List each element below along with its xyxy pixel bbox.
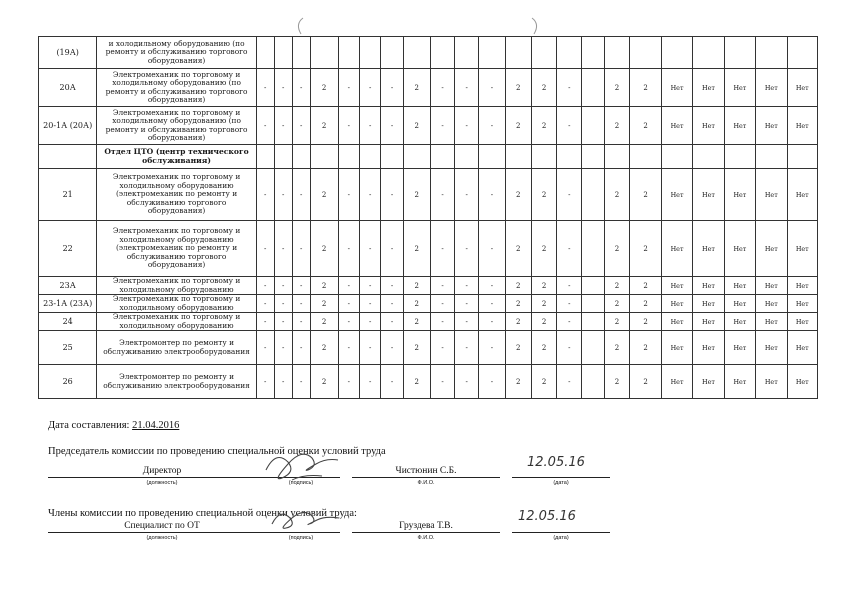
- value-cell: -: [430, 365, 455, 399]
- value-cell: -: [557, 331, 582, 365]
- table-row: [39, 331, 818, 365]
- value-cell: -: [256, 313, 274, 331]
- member-position: Специалист по ОТ: [48, 520, 276, 533]
- value-cell: [531, 37, 557, 69]
- value-cell: 2: [505, 277, 531, 295]
- value-cell: -: [292, 331, 310, 365]
- value-cell: [582, 365, 604, 399]
- value-cell: [557, 145, 582, 169]
- value-cell: -: [381, 221, 403, 277]
- punch-hole-marks: [0, 0, 848, 36]
- chairman-title: Председатель комиссии по проведению специальной оценки условий труда: [48, 446, 386, 457]
- value-cell: 2: [505, 295, 531, 313]
- table-row: [39, 221, 818, 277]
- value-cell: [604, 145, 630, 169]
- value-cell: 2: [531, 221, 557, 277]
- value-cell: -: [292, 365, 310, 399]
- row-number-cell: 20А: [39, 69, 97, 107]
- value-cell: -: [359, 295, 380, 313]
- value-cell: -: [478, 331, 505, 365]
- value-cell: 2: [630, 169, 661, 221]
- value-cell: Нет: [756, 277, 787, 295]
- value-cell: 2: [531, 107, 557, 145]
- position-cell: Электромеханик по торговому и холодильному оборудованию (электромеханик по ремонту и обслуживанию торгового оборудования): [97, 169, 256, 221]
- value-cell: 2: [403, 107, 430, 145]
- value-cell: 2: [604, 331, 630, 365]
- value-cell: -: [274, 277, 292, 295]
- value-cell: 2: [531, 365, 557, 399]
- value-cell: -: [381, 313, 403, 331]
- value-cell: -: [381, 295, 403, 313]
- value-cell: Нет: [787, 331, 817, 365]
- value-cell: 2: [310, 107, 338, 145]
- value-cell: -: [455, 221, 479, 277]
- position-cell: Электромеханик по торговому и холодильному оборудованию (по ремонту и обслуживанию торгового оборудования): [97, 107, 256, 145]
- table-row: [39, 37, 818, 69]
- value-cell: 2: [403, 313, 430, 331]
- chairman-caption-position: (должность): [146, 480, 178, 486]
- value-cell: -: [455, 169, 479, 221]
- chairman-name: Чистюнин С.Б.: [352, 465, 500, 478]
- value-cell: Нет: [787, 69, 817, 107]
- row-number-cell: 22: [39, 221, 97, 277]
- value-cell: [582, 313, 604, 331]
- value-cell: Нет: [724, 331, 755, 365]
- value-cell: Нет: [787, 295, 817, 313]
- value-cell: -: [430, 169, 455, 221]
- row-number-cell: [39, 145, 97, 169]
- value-cell: [478, 37, 505, 69]
- member-caption-date: (дата): [553, 535, 569, 541]
- value-cell: -: [338, 313, 359, 331]
- table-row: [39, 277, 818, 295]
- value-cell: Нет: [756, 69, 787, 107]
- value-cell: -: [557, 313, 582, 331]
- value-cell: Нет: [756, 313, 787, 331]
- value-cell: -: [338, 331, 359, 365]
- value-cell: Нет: [787, 277, 817, 295]
- chairman-date-handwritten: 12.05.16: [527, 455, 585, 470]
- value-cell: [505, 37, 531, 69]
- value-cell: Нет: [661, 277, 692, 295]
- table-row: [39, 107, 818, 145]
- value-cell: Нет: [693, 295, 724, 313]
- value-cell: 2: [403, 221, 430, 277]
- chairman-caption-date: (дата): [553, 480, 569, 486]
- position-cell: Электромеханик по торговому и холодильному оборудованию (по ремонту и обслуживанию торгового оборудования): [97, 69, 256, 107]
- value-cell: Нет: [724, 221, 755, 277]
- value-cell: [724, 37, 755, 69]
- value-cell: Нет: [756, 365, 787, 399]
- value-cell: 2: [505, 313, 531, 331]
- value-cell: -: [274, 221, 292, 277]
- row-number-cell: 20-1А (20А): [39, 107, 97, 145]
- chairman-caption-signature: (подпись): [288, 480, 314, 486]
- value-cell: Нет: [661, 331, 692, 365]
- value-cell: -: [381, 107, 403, 145]
- value-cell: -: [292, 169, 310, 221]
- value-cell: Нет: [724, 295, 755, 313]
- value-cell: 2: [403, 69, 430, 107]
- value-cell: [787, 37, 817, 69]
- value-cell: 2: [505, 221, 531, 277]
- value-cell: 2: [630, 331, 661, 365]
- row-number-cell: 23-1А (23А): [39, 295, 97, 313]
- value-cell: [359, 37, 380, 69]
- value-cell: -: [338, 169, 359, 221]
- value-cell: 2: [604, 365, 630, 399]
- value-cell: -: [292, 69, 310, 107]
- value-cell: 2: [531, 295, 557, 313]
- value-cell: -: [338, 221, 359, 277]
- value-cell: Нет: [693, 169, 724, 221]
- value-cell: 2: [505, 107, 531, 145]
- value-cell: -: [430, 107, 455, 145]
- value-cell: [582, 37, 604, 69]
- value-cell: [359, 145, 380, 169]
- value-cell: [582, 331, 604, 365]
- value-cell: [274, 145, 292, 169]
- value-cell: [582, 169, 604, 221]
- value-cell: -: [274, 295, 292, 313]
- value-cell: -: [430, 331, 455, 365]
- position-cell: Электромеханик по торговому и холодильному оборудованию (электромеханик по ремонту и обслуживанию торгового оборудования): [97, 221, 256, 277]
- value-cell: [531, 145, 557, 169]
- member-name: Груздева Т.В.: [352, 520, 500, 533]
- value-cell: -: [381, 169, 403, 221]
- value-cell: Нет: [756, 107, 787, 145]
- member-caption-name: Ф.И.О.: [417, 535, 435, 541]
- value-cell: -: [256, 295, 274, 313]
- value-cell: [582, 107, 604, 145]
- value-cell: Нет: [693, 313, 724, 331]
- value-cell: -: [557, 365, 582, 399]
- value-cell: -: [292, 107, 310, 145]
- section-row: [39, 145, 818, 169]
- value-cell: 2: [604, 295, 630, 313]
- value-cell: 2: [630, 107, 661, 145]
- value-cell: -: [478, 107, 505, 145]
- value-cell: [582, 295, 604, 313]
- value-cell: -: [557, 277, 582, 295]
- chairman-position: Директор: [48, 465, 276, 478]
- value-cell: 2: [604, 221, 630, 277]
- value-cell: [661, 37, 692, 69]
- value-cell: Нет: [693, 221, 724, 277]
- value-cell: Нет: [724, 365, 755, 399]
- value-cell: 2: [505, 331, 531, 365]
- value-cell: -: [557, 107, 582, 145]
- value-cell: Нет: [693, 277, 724, 295]
- value-cell: -: [274, 331, 292, 365]
- value-cell: -: [478, 69, 505, 107]
- position-cell: Электромеханик по торговому и холодильному оборудованию: [97, 295, 256, 313]
- value-cell: [693, 145, 724, 169]
- row-number-cell: 23А: [39, 277, 97, 295]
- compilation-date-line: [48, 420, 179, 431]
- members-title: Члены комиссии по проведению специальной оценки условий труда:: [48, 508, 357, 519]
- value-cell: -: [292, 221, 310, 277]
- value-cell: [274, 37, 292, 69]
- value-cell: 2: [310, 331, 338, 365]
- value-cell: [430, 145, 455, 169]
- member-date-handwritten: 12.05.16: [518, 509, 576, 524]
- position-cell: Электромеханик по торговому и холодильному оборудованию: [97, 277, 256, 295]
- table-row: [39, 365, 818, 399]
- value-cell: 2: [403, 295, 430, 313]
- value-cell: [693, 37, 724, 69]
- value-cell: -: [478, 365, 505, 399]
- value-cell: 2: [403, 365, 430, 399]
- value-cell: Нет: [787, 365, 817, 399]
- value-cell: -: [381, 277, 403, 295]
- value-cell: 2: [310, 365, 338, 399]
- date-label: Дата составления:: [48, 420, 130, 431]
- position-cell: Электромонтер по ремонту и обслуживанию электрооборудования: [97, 331, 256, 365]
- row-number-cell: 24: [39, 313, 97, 331]
- value-cell: -: [256, 365, 274, 399]
- value-cell: 2: [403, 331, 430, 365]
- value-cell: 2: [505, 365, 531, 399]
- value-cell: -: [359, 107, 380, 145]
- value-cell: Нет: [693, 365, 724, 399]
- value-cell: -: [557, 69, 582, 107]
- value-cell: [604, 37, 630, 69]
- value-cell: [455, 145, 479, 169]
- table-row: [39, 313, 818, 331]
- member-caption-position: (должность): [146, 535, 178, 541]
- value-cell: -: [274, 107, 292, 145]
- value-cell: 2: [604, 69, 630, 107]
- value-cell: -: [430, 277, 455, 295]
- value-cell: Нет: [787, 107, 817, 145]
- value-cell: 2: [630, 313, 661, 331]
- value-cell: Нет: [756, 221, 787, 277]
- value-cell: -: [359, 169, 380, 221]
- value-cell: 2: [310, 69, 338, 107]
- value-cell: -: [478, 221, 505, 277]
- row-number-cell: 26: [39, 365, 97, 399]
- value-cell: [292, 37, 310, 69]
- value-cell: [381, 37, 403, 69]
- value-cell: 2: [310, 221, 338, 277]
- value-cell: -: [359, 365, 380, 399]
- value-cell: [430, 37, 455, 69]
- table-row: [39, 169, 818, 221]
- value-cell: 2: [531, 69, 557, 107]
- value-cell: -: [338, 277, 359, 295]
- value-cell: Нет: [724, 107, 755, 145]
- value-cell: -: [478, 313, 505, 331]
- value-cell: Нет: [693, 331, 724, 365]
- value-cell: -: [455, 313, 479, 331]
- value-cell: -: [292, 295, 310, 313]
- chairman-signature-mark: [262, 440, 352, 492]
- value-cell: [557, 37, 582, 69]
- value-cell: -: [274, 313, 292, 331]
- value-cell: -: [455, 295, 479, 313]
- value-cell: [582, 145, 604, 169]
- value-cell: Нет: [724, 69, 755, 107]
- member-caption-signature: (подпись): [288, 535, 314, 541]
- value-cell: Нет: [756, 169, 787, 221]
- table-row: [39, 295, 818, 313]
- value-cell: Нет: [661, 313, 692, 331]
- value-cell: [582, 221, 604, 277]
- value-cell: -: [256, 69, 274, 107]
- value-cell: 2: [310, 169, 338, 221]
- value-cell: Нет: [787, 313, 817, 331]
- value-cell: -: [430, 313, 455, 331]
- value-cell: [256, 37, 274, 69]
- value-cell: Нет: [724, 277, 755, 295]
- value-cell: Нет: [724, 313, 755, 331]
- value-cell: 2: [310, 277, 338, 295]
- value-cell: -: [256, 277, 274, 295]
- value-cell: -: [256, 331, 274, 365]
- value-cell: -: [455, 331, 479, 365]
- value-cell: -: [381, 69, 403, 107]
- value-cell: [582, 69, 604, 107]
- value-cell: -: [338, 365, 359, 399]
- value-cell: [310, 145, 338, 169]
- value-cell: Нет: [661, 169, 692, 221]
- value-cell: [505, 145, 531, 169]
- value-cell: -: [338, 295, 359, 313]
- value-cell: Нет: [787, 169, 817, 221]
- value-cell: -: [455, 107, 479, 145]
- value-cell: 2: [531, 313, 557, 331]
- value-cell: -: [478, 295, 505, 313]
- position-cell: и холодильному оборудованию (по ремонту и обслуживанию торгового оборудования): [97, 37, 256, 69]
- value-cell: Нет: [693, 69, 724, 107]
- section-title-cell: Отдел ЦТО (центр технического обслуживания): [97, 145, 256, 169]
- date-value: 21.04.2016: [132, 420, 180, 431]
- position-cell: Электромеханик по торговому и холодильному оборудованию: [97, 313, 256, 331]
- value-cell: -: [359, 221, 380, 277]
- value-cell: [455, 37, 479, 69]
- value-cell: -: [430, 221, 455, 277]
- value-cell: [292, 145, 310, 169]
- value-cell: 2: [531, 331, 557, 365]
- value-cell: -: [381, 365, 403, 399]
- value-cell: 2: [630, 69, 661, 107]
- value-cell: -: [557, 169, 582, 221]
- value-cell: -: [359, 69, 380, 107]
- value-cell: 2: [505, 69, 531, 107]
- value-cell: Нет: [661, 107, 692, 145]
- row-number-cell: 21: [39, 169, 97, 221]
- value-cell: 2: [310, 295, 338, 313]
- value-cell: 2: [630, 221, 661, 277]
- value-cell: Нет: [693, 107, 724, 145]
- value-cell: -: [430, 69, 455, 107]
- working-conditions-table: [38, 36, 818, 399]
- value-cell: Нет: [661, 295, 692, 313]
- value-cell: Нет: [661, 69, 692, 107]
- value-cell: 2: [403, 169, 430, 221]
- value-cell: 2: [531, 169, 557, 221]
- value-cell: 2: [310, 313, 338, 331]
- value-cell: Нет: [661, 221, 692, 277]
- value-cell: -: [359, 331, 380, 365]
- value-cell: -: [381, 331, 403, 365]
- value-cell: [724, 145, 755, 169]
- value-cell: [787, 145, 817, 169]
- value-cell: Нет: [661, 365, 692, 399]
- value-cell: [756, 145, 787, 169]
- value-cell: -: [557, 221, 582, 277]
- value-cell: -: [455, 69, 479, 107]
- value-cell: [403, 145, 430, 169]
- value-cell: -: [256, 169, 274, 221]
- value-cell: -: [478, 169, 505, 221]
- value-cell: -: [256, 221, 274, 277]
- value-cell: [338, 145, 359, 169]
- value-cell: Нет: [756, 331, 787, 365]
- value-cell: 2: [604, 313, 630, 331]
- value-cell: [630, 37, 661, 69]
- value-cell: -: [455, 365, 479, 399]
- value-cell: [381, 145, 403, 169]
- value-cell: -: [292, 277, 310, 295]
- value-cell: [630, 145, 661, 169]
- value-cell: -: [338, 69, 359, 107]
- value-cell: -: [274, 365, 292, 399]
- row-number-cell: 25: [39, 331, 97, 365]
- value-cell: -: [274, 69, 292, 107]
- row-number-cell: (19А): [39, 37, 97, 69]
- value-cell: [310, 37, 338, 69]
- value-cell: [338, 37, 359, 69]
- value-cell: Нет: [787, 221, 817, 277]
- value-cell: 2: [630, 277, 661, 295]
- value-cell: Нет: [756, 295, 787, 313]
- value-cell: -: [292, 313, 310, 331]
- value-cell: 2: [630, 365, 661, 399]
- value-cell: [478, 145, 505, 169]
- value-cell: -: [557, 295, 582, 313]
- value-cell: -: [478, 277, 505, 295]
- member-signature-mark: [268, 500, 348, 538]
- table-row: [39, 69, 818, 107]
- value-cell: -: [359, 277, 380, 295]
- value-cell: -: [430, 295, 455, 313]
- chairman-caption-name: Ф.И.О.: [417, 480, 435, 486]
- value-cell: [256, 145, 274, 169]
- value-cell: -: [359, 313, 380, 331]
- value-cell: 2: [505, 169, 531, 221]
- value-cell: 2: [630, 295, 661, 313]
- value-cell: -: [256, 107, 274, 145]
- value-cell: [756, 37, 787, 69]
- value-cell: [582, 277, 604, 295]
- value-cell: 2: [403, 277, 430, 295]
- value-cell: [661, 145, 692, 169]
- value-cell: -: [274, 169, 292, 221]
- value-cell: Нет: [724, 169, 755, 221]
- value-cell: 2: [531, 277, 557, 295]
- value-cell: -: [338, 107, 359, 145]
- value-cell: 2: [604, 277, 630, 295]
- value-cell: -: [455, 277, 479, 295]
- value-cell: [403, 37, 430, 69]
- value-cell: 2: [604, 107, 630, 145]
- position-cell: Электромонтер по ремонту и обслуживанию электрооборудования: [97, 365, 256, 399]
- value-cell: 2: [604, 169, 630, 221]
